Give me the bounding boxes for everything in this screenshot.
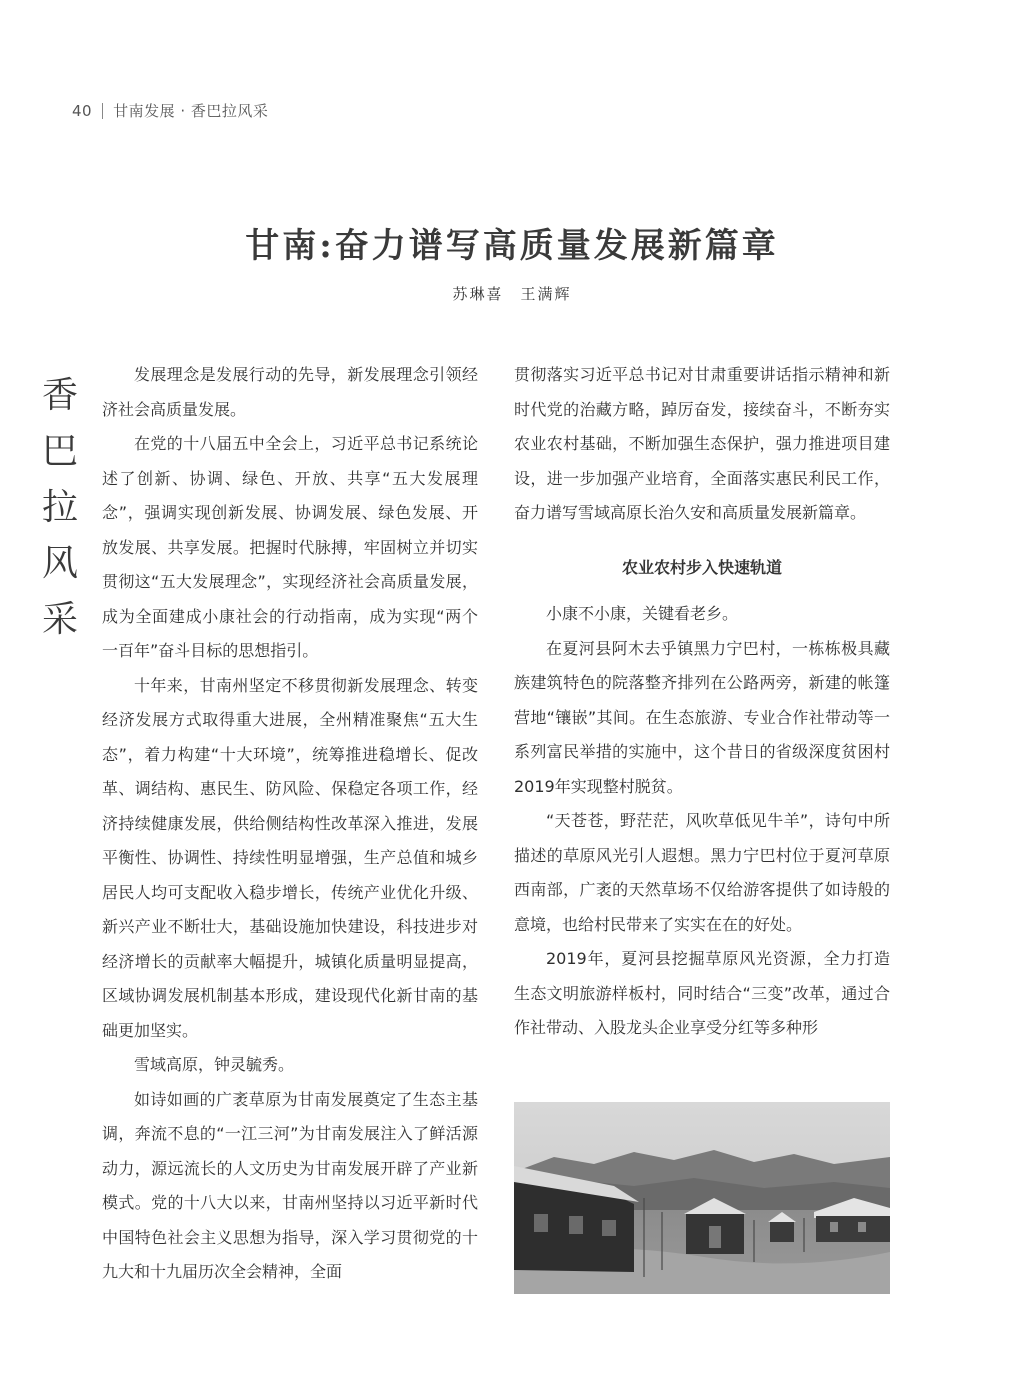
paragraph: 小康不小康，关键看老乡。 xyxy=(546,604,739,623)
paragraph: 雪域高原，钟灵毓秀。 xyxy=(134,1055,295,1074)
side-label-char: 拉 xyxy=(41,487,78,528)
paragraph: 2019年，夏河县挖掘草原风光资源，全力打造生态文明旅游样板村，同时结合“三变”改革，通过合作社带动、入股龙头企业享受分红等多种形 xyxy=(514,949,890,1037)
article-authors: 苏琳喜 王满辉 xyxy=(452,285,572,303)
tent-camp-photo-icon xyxy=(514,1102,890,1294)
paragraph: 发展理念是发展行动的先导，新发展理念引领经济社会高质量发展。 xyxy=(102,365,478,419)
page-number: 40 xyxy=(72,101,93,120)
paragraph: 十年来，甘南州坚定不移贯彻新发展理念、转变经济发展方式取得重大进展，全州精准聚焦“五大生态”，着力构建“十大环境”，统筹推进稳增长、促改革、调结构、惠民生、防风险、保稳定各项工作，经济持续健康发展，供给侧结构性改革深入推进，发展平衡性、协调性、持续性明显增强，生产总值和城乡居民人均可支配收入稳步增长，传统产业优化升级、新兴产业不断壮大，基础设施加快建设，科技进步对经济增长的贡献率大幅提升，城镇化质量明显提高，区域协调发展机制基本形成，建设现代化新甘南的基础更加坚实。 xyxy=(102,675,478,1040)
left-column xyxy=(102,358,478,1290)
article-title: 甘南:奋力谱写高质量发展新篇章 xyxy=(245,226,779,266)
paragraph: 如诗如画的广袤草原为甘南发展奠定了生态主基调，奔流不息的“一江三河”为甘南发展注入了鲜活源动力，源远流长的人文历史为甘南发展开辟了产业新模式。党的十八大以来，甘南州坚持以习近平新时代中国特色社会主义思想为指导，深入学习贯彻党的十九大和十九届历次全会精神，全面 xyxy=(102,1089,478,1281)
paragraph: 在党的十八届五中全会上，习近平总书记系统论述了创新、协调、绿色、开放、共享“五大发展理念”，强调实现创新发展、协调发展、绿色发展、开放发展、共享发展。把握时代脉搏，牢固树立并切实贯彻这“五大发展理念”，实现经济社会高质量发展，成为全面建成小康社会的行动指南，成为实现“两个一百年”奋斗目标的思想指引。 xyxy=(102,434,478,660)
running-head xyxy=(72,100,268,121)
side-label-char: 采 xyxy=(41,599,78,640)
right-column xyxy=(514,358,890,1046)
header-divider xyxy=(102,103,103,119)
side-label-char: 巴 xyxy=(41,431,78,472)
paragraph: “天苍苍，野茫茫，风吹草低见牛羊”，诗句中所描述的草原风光引人遐想。黑力宁巴村位于夏河草原西南部，广袤的天然草场不仅给游客提供了如诗般的意境，也给村民带来了实实在在的好处。 xyxy=(514,811,890,934)
side-label-char: 风 xyxy=(41,543,78,584)
section-subheading: 农业农村步入快速轨道 xyxy=(621,557,782,577)
paragraph: 在夏河县阿木去乎镇黑力宁巴村，一栋栋极具藏族建筑特色的院落整齐排列在公路两旁，新建的帐篷营地“镶嵌”其间。在生态旅游、专业合作社带动等一系列富民举措的实施中，这个昔日的省级深度贫困村2019年实现整村脱贫。 xyxy=(514,638,890,796)
side-column-label xyxy=(40,368,80,648)
article-photo xyxy=(514,1102,890,1294)
paragraph-continuation: 贯彻落实习近平总书记对甘肃重要讲话指示精神和新时代党的治藏方略，踔厉奋发，接续奋斗，不断夯实农业农村基础，不断加强生态保护，强力推进项目建设，进一步加强产业培育，全面落实惠民利民工作，奋力谱写雪域高原长治久安和高质量发展新篇章。 xyxy=(514,365,890,522)
side-label-char: 香 xyxy=(41,375,78,416)
section-title: 甘南发展 · 香巴拉风采 xyxy=(113,102,269,120)
